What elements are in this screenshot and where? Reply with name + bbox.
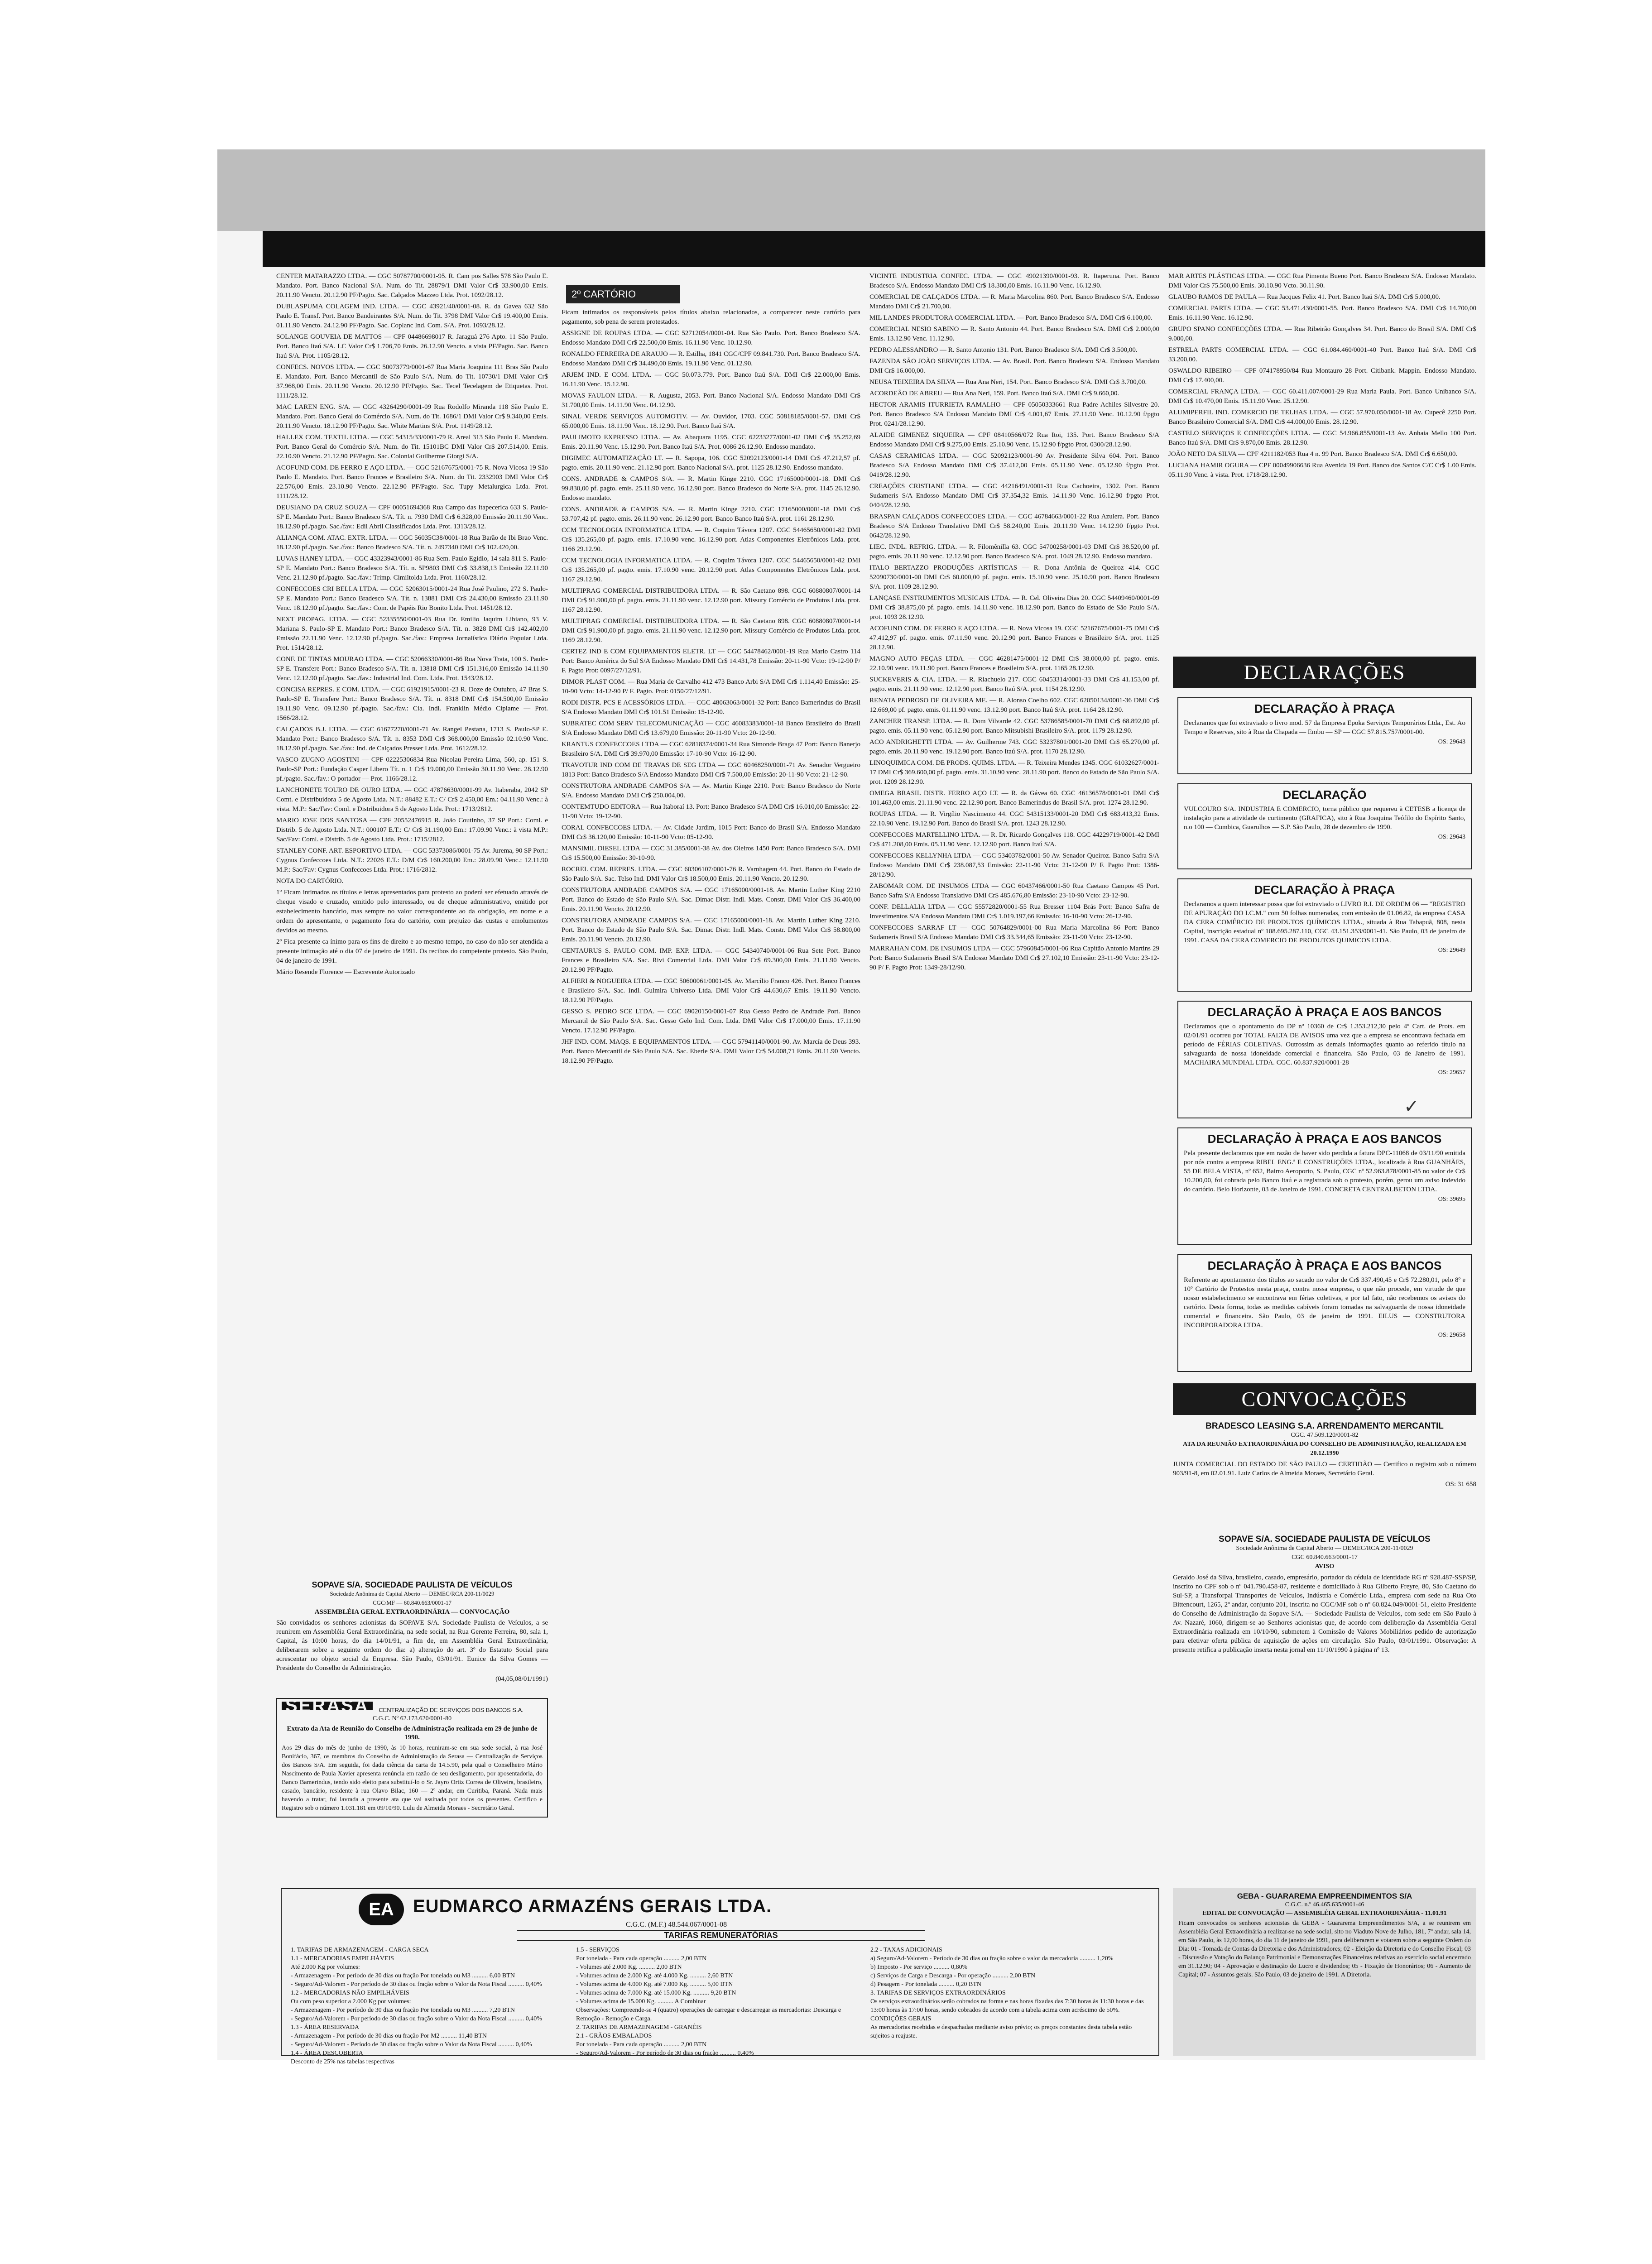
tariff-line: - Seguro/Ad-Valorem - Por período de 30 dias ou fração sobre o Valor da Nota Fiscal .......... 0,40% — [291, 1981, 542, 1988]
protest-entry: LIEC. INDL. REFRIG. LTDA. — R. Filomênilla 63. CGC 54700258/0001-03 DMI Cr$ 38.520,00 pf. pagto. emis. 20.11.90 venc. 12.12.90 port. Banco Bradesco S/A. prot. 1049 28.12.90. Endosso mandato. — [869, 543, 1159, 560]
declaration-body: VULCOURO S/A. INDUSTRIA E COMERCIO, torna público que requereu à CETESB a licença de instalação para a atividade de curtimento (GRAFICA), sito à Rua Joaquina Teófilo do Espírito Santo, n.o 100 — Cumbica, Guarulhos — S.P. São Paulo, 28 de dezembro de 1990. — [1184, 806, 1465, 831]
protest-entry: JHF IND. COM. MAQS. E EQUIPAMENTOS LTDA. — CGC 57941140/0001-90. Av. Marcía de Deus 393. Port. Banco Mercantil de São Paulo S/A. Sac. Eberle S/A. DMI Valor Cr$ 54.008,71 Emis. 20.11.90 Vencto. 18.12.90 PF/Pagto. — [562, 1038, 860, 1065]
protest-entry: LUVAS HANEY LTDA. — CGC 43323943/0001-86 Rua Sem. Paulo Egidio, 14 sala 811 S. Paulo-SP E. Mandato Port.: Banco Bradesco S/A. Tít. n. 5P9803 DMI Cr$ 33.838,13 Emissão 22.11.90 Venc. 21.12.90 pf./pagto. Sac./fav.: Trimp. Cimiltolda Ltda. Prot. 1160/28.12. — [276, 555, 548, 581]
notice-title: BRADESCO LEASING S.A. ARRENDAMENTO MERCANTIL — [1205, 1421, 1444, 1431]
protest-entry: MANSIMIL DIESEL LTDA — CGC 31.385/0001-38 Av. dos Oleiros 1450 Port: Banco Bradesco S/A. DMI Cr$ 15.500,00 Emissão: 30-10-90. — [562, 845, 860, 862]
declaration-box — [1177, 783, 1472, 869]
scan-top-band — [217, 149, 1485, 231]
tariff-line: - Volumes acima de 15.000 Kg. .......... A Combinar — [576, 1998, 706, 2005]
eudmarco-tarifas-title: TARIFAS REMUNERATÓRIAS — [517, 1930, 925, 1941]
tariff-line: Observações: Compreende-se 4 (quatro) operações de carregar e descarregar as mercadorias: Descarga e Remoção - Remoção e Carga. — [576, 2007, 841, 2022]
protest-entry: NOTA DO CARTÓRIO. — [276, 878, 344, 885]
protest-entry: PEDRO ALESSANDRO — R. Santo Antonio 131. Port. Banco Bradesco S/A. DMI Cr$ 3.500,00. — [869, 346, 1138, 354]
protest-entry: CERTEZ IND E COM EQUIPAMENTOS ELETR. LT — CGC 54478462/0001-19 Rua Mario Castro 114 Port: Banco América do Sul S/A Endosso Mandato DMI Cr$ 14.431,78 Emissão: 20-11-90 Vcto: 19-12-90 P/ F. Pagto Prot: 0097/27/12/91. — [562, 648, 860, 674]
protest-entry: CASTELO SERVIÇOS E CONFECÇÕES LTDA. — CGC 54.966.855/0001-13 Av. Anhaia Mello 100 Port. Banco Itaú S/A. DMI Cr$ 9.870,00 Emis. 28.12.90. — [1168, 430, 1476, 446]
declaration-body: Declaramos que o apontamento do DP nº 10360 de Cr$ 1.353.212,30 pelo 4º Cart. de Prots. em 02/01/91 ocorreu por TOTAL FALTA DE AVISOS uma vez que a empresa se encontrava fechada em período de FÉRIAS COLETIVAS. Outrossim as demais informações quanto ao referido título na salvaguarda de nossa idoneidade comercial e financeira. São Paulo, 03 de Janeiro de 1991. MACHAIRA MUNDIAL LTDA. CGC. 60.837.920/0001-28 — [1184, 1023, 1465, 1066]
newspaper-page — [217, 149, 1485, 2065]
protest-entry: DIMOR PLAST COM. — Rua Maria de Carvalho 412 473 Banco Arbi S/A DMI Cr$ 1.114,40 Emissão: 25-10-90 Vcto: 14-12-90 P/ F. Pagto. Prot: 0150/27/12/91. — [562, 678, 860, 695]
tariff-line: c) Serviços de Carga e Descarga - Por operação .......... 2,00 BTN — [870, 1972, 1036, 1979]
notice-os: OS: 31 658 — [1445, 1481, 1476, 1488]
notice-body: JUNTA COMERCIAL DO ESTADO DE SÃO PAULO — CERTIDÃO — Certifico o registro sob o número 903/91-8, em 02.01.91. Luiz Carlos de Almeida Moraes, Secretário Geral. — [1173, 1461, 1476, 1477]
eudmarco-logo: EA — [359, 1894, 404, 1925]
column-4 — [1168, 272, 1476, 679]
sopave-ref: (04,05,08/01/1991) — [495, 1675, 548, 1683]
serasa-body: Aos 29 dias do mês de junho de 1990, às 10 horas, reuniram-se em sua sede social, à rua José Bonifácio, 367, os membros do Conselho de Administração da Serasa — Centralização de Serviços dos Bancos S/A. Em seguida, foi dada ciência da carta de 14.5.90, pela qual o Conselheiro Mário Nascimento de Paula Xavier apresenta renúncia em razão de seu desligamento, por aposentadoria, do Banco Bamerindus, tendo sido eleito para substituí-lo o Sr. Jayro Ortiz Correa de Oliveira, brasileiro, casado, bancário, residente à rua Olavo Bilac, 160 — 2º andar, em Curitiba, Paraná. Nada mais havendo a tratar, foi lavrada a presente ata que vai assinada por todos os presentes. Certifico e Registro sob o número 1.031.181 em 09/10/90. Lulu de Almeida Moraes - Secretário Geral. — [282, 1745, 543, 1812]
eudmarco-advert — [281, 1888, 1159, 2065]
column-3 — [869, 272, 1159, 1562]
protest-entry: CONSTRUTORA ANDRADE CAMPOS S/A — Av. Martin Kinge 2210. Port: Banco Bradesco do Norte S/A. Endosso Mandato DMI Cr$ 250.004,00. — [562, 782, 860, 799]
protest-entry: COMERCIAL PARTS LTDA. — CGC 53.471.430/0001-55. Port. Banco Bradesco S/A. DMI Cr$ 14.700,00 Emis. 16.11.90 Venc. 16.12.90. — [1168, 305, 1476, 321]
protest-entry: MOVAS FAULON LTDA. — R. Augusta, 2053. Port. Banco Nacional S/A. Endosso Mandato DMI Cr$ 31.700,00 Emis. 14.11.90 Venc. 04.12.90. — [562, 392, 860, 409]
tariff-line: 1.5 - SERVIÇOS — [576, 1947, 620, 1953]
protest-entry: Ficam intimados os responsáveis pelos títulos abaixo relacionados, a comparecer neste cartório para pagamento, sob pena de serem protestados. — [562, 309, 860, 326]
protest-entry: 2º Fica presente ca ínimo para os fins de direito e ao mesmo tempo, no caso do não ser atendida a presente intimação até o dia 07 de janeiro de 1991. Os recibos do competente protesto. São Paulo, 04 de janeiro de 1991. — [276, 938, 548, 964]
declaration-box — [1177, 697, 1472, 774]
declaration-os: OS: 29657 — [1438, 1069, 1465, 1076]
tariff-line: d) Pesagem - Por tonelada .......... 0,20 BTN — [870, 1981, 981, 1988]
protest-entry: OMEGA BRASIL DISTR. FERRO AÇO LT. — R. da Gávea 60. CGC 46136578/0001-01 DMI Cr$ 101.463,00 emis. 21.11.90 venc. 22.12.90 port. Banco Bamerindus do Brasil S/A. prot. 1274 28.12.90. — [869, 790, 1159, 806]
protest-entry: MARIO JOSE DOS SANTOSA — CPF 20552476915 R. João Coutinho, 37 SP Port.: Coml. e Distrib. 5 de Agosto Ltda. N.T.: 000107 E.T.: C/ Cr$ 31.190,00 Em.: 17.09.90 Venc.: à vista M.P.: Sac/Fav: Coml. e Distrib. 5 de Agosto Ltda. Prot.: 1715/2812. — [276, 817, 548, 843]
margin-mark: ✓ — [1404, 1096, 1419, 1117]
tariff-line: Desconto de 25% nas tabelas respectivas — [291, 2058, 394, 2065]
protest-entry: CCM TECNOLOGIA INFORMATICA LTDA. — R. Coquim Távora 1207. CGC 54465650/0001-82 DMI Cr$ 135.265,00 pf. pagto. emis. 17.10.90 venc. 20.12.90 port. Atlas Componentes Eletrônicos Ltda. prot. 1167 29.12.90. — [562, 557, 860, 583]
protest-entry: MIL LANDES PRODUTORA COMERCIAL LTDA. — Port. Banco Bradesco S/A. DMI Cr$ 6.100,00. — [869, 314, 1153, 321]
protest-entry: MULTIPRAG COMERCIAL DISTRIBUIDORA LTDA. — R. São Caetano 898. CGC 60880807/0001-14 DMI Cr$ 91.900,00 pf. pagto. emis. 21.11.90 venc. 12.12.90 port. Missury Comércio de Produtos Ltda. prot. 1167 28.12.90. — [562, 587, 860, 614]
protest-entry: NEUSA TEIXEIRA DA SILVA — Rua Ana Neri, 154. Port. Banco Bradesco S/A. DMI Cr$ 3.700,00. — [869, 379, 1147, 386]
protest-entry: TRAVOTUR IND COM DE TRAVAS DE SEG LTDA — CGC 60468250/0001-71 Av. Senador Vergueiro 1813 Port: Banco Bradesco S/A Endosso Mandato DMI Cr$ 7.500,00 Emissão: 20-11-90 Vcto: 21-12-90. — [562, 762, 860, 778]
protest-entry: LUCIANA HAMIR OGURA — CPF 00049906636 Rua Avenida 19 Port. Banco dos Santos C/C Cr$ 1.00 Emis. 05.11.90 Venc. à vista. Prot. 1718/28.12.90. — [1168, 462, 1476, 479]
protest-entry: ALAIDE GIMENEZ SIQUEIRA — CPF 08410566/072 Rua Itoi, 135. Port. Banco Bradesco S/A Endosso Mandato DMI Cr$ 9.275,00 Emis. 25.10.90 Venc. 15.12.90 f/pgto Prot. 0300/28.12.90. — [869, 432, 1159, 448]
column-2 — [562, 308, 860, 1567]
declaration-title: DECLARAÇÃO — [1282, 788, 1367, 801]
tariff-line: a) Seguro/Ad-Valorem - Período de 30 dias ou fração sobre o valor da mercadoria .......... 1,20% — [870, 1955, 1114, 1962]
eudmarco-column-2 — [576, 1946, 857, 2058]
declaration-title: DECLARAÇÃO À PRAÇA — [1254, 883, 1395, 897]
protest-entry: Mário Resende Florence — Escrevente Autorizado — [276, 969, 415, 976]
tariff-line: b) Imposto - Por serviço .......... 0,80% — [870, 1964, 968, 1971]
protest-entry: CONSTRUTORA ANDRADE CAMPOS S/A. — CGC 17165000/0001-18. Av. Martin Luther King 2210 Port. Banco do Estado de São Paulo S/A. Sac. Dimac Distr. Indl. Mats. Constr. DMI Valor Cr$ 36.400,00 Emis. 20.11.90 Vencto. 20.12.90. — [562, 887, 860, 913]
tariff-line: 1. TARIFAS DE ARMAZENAGEM - CARGA SECA — [291, 1947, 429, 1953]
protest-entry: CONFECS. NOVOS LTDA. — CGC 50073779/0001-67 Rua Maria Joaquina 111 Bras São Paulo E. Mandato. Port. Banco Mercantil de São Paulo S/A. Num. do Tit. 10730/1 DMI Valor Cr$ 37.968,00 Emis. 20.11.90 Vencto. 20.12.90 PF/Pagto. Sac. Tecel Tecelagem de Etiquetas. Prot. 1111/28.12. — [276, 364, 548, 399]
protest-entry: CORAL CONFECCOES LTDA. — Av. Cidade Jardim, 1015 Port: Banco do Brasil S/A. Endosso Mandato DMI Cr$ 36.120,00 Emissão: 10-11-90 Vcto: 05-12-90. — [562, 824, 860, 841]
protest-entry: CONFECCOES CRI BELLA LTDA. — CGC 52063015/0001-24 Rua José Paulino, 272 S. Paulo-SP E. Mandato Port.: Banco Bradesco S/A. Tít. n. 13881 DMI Cr$ 24.430,00 Emissão 23.11.90 Venc. 18.12.90 pf./pagto. Sac./fav.: Com. de Papéis Rio Bonito Ltda. Prot. 1451/28.12. — [276, 585, 548, 612]
protest-entry: SOLANGE GOUVEIA DE MATTOS — CPF 04486698017 R. Jaraguá 276 Apto. 11 São Paulo. Port. Banco Itaú S/A. LC Valor Cr$ 1.706,70 Emis. 26.12.90 Vencto. a vista PF/Pagto. Sac. Banco Itaú S/A. Prot. 1105/28.12. — [276, 333, 548, 360]
protest-entry: ZABOMAR COM. DE INSUMOS LTDA — CGC 60437466/0001-50 Rua Caetano Campos 45 Port. Banco Safra S/A Endosso Translativo DMI Cr$ 485.676,80 Emissão: 23-10-90 Vcto: 23-12-90. — [869, 883, 1159, 899]
declaration-title: DECLARAÇÃO À PRAÇA — [1254, 702, 1395, 715]
protest-entry: CONTEMTUDO EDITORA — Rua Itaboraí 13. Port: Banco Bradesco S/A DMI Cr$ 16.010,00 Emissão: 22-11-90 Vcto: 19-12-90. — [562, 803, 860, 820]
eudmarco-column-3 — [870, 1946, 1151, 2040]
protest-entry: CALÇADOS B.J. LTDA. — CGC 61677270/0001-71 Av. Rangel Pestana, 1713 S. Paulo-SP E. Mandato Port.: Banco Bradesco S/A. Tít. n. 8353 DMI Cr$ 368.000,00 Emissão 02.10.90 Venc. 18.12.90 pf./pagto. Sac./fav.: Ind. de Calçados Presser Ltda. Prot. 1612/28.12. — [276, 726, 548, 752]
eudmarco-column-1 — [291, 1946, 562, 2066]
protest-entry: DUBLASPUMA COLAGEM IND. LTDA. — CGC 43921/40/0001-08. R. da Gavea 632 São Paulo E. Transf. Port. Banco Bandeirantes S/A. Num. do Tit. 3798 DMI Valor Cr$ 19.400,00 Emis. 01.11.90 Vencto. 24.12.90 PF/Pagto. Sac. Coplanc Ind. Com. S/A. Prot. 1093/28.12. — [276, 303, 548, 329]
protest-entry: RODI DISTR. PCS E ACESSÓRIOS LTDA. — CGC 48063063/0001-32 Port: Banco Bamerindus do Brasil S/A Endosso Mandato DMI Cr$ 101.51 Emissão: 15-12-90. — [562, 699, 860, 716]
protest-entry: 1º Ficam intimados os títulos e letras apresentados para protesto ao poderá ser efetuado através de cheque visado e cruzado, emitido pelo interessado, ou de cheque administrativo, emitido por estabelecimento bancário, mas sempre no valor correspondente ao da obrigação, em nome e a ordem do apresentante, o pagamento fora do cartório, com prejuízo das custas e emolumentos devidos ao mesmo. — [276, 889, 548, 934]
serasa-heading: Extrato da Ata de Reunião do Conselho de Administração realizada em 29 de junho de 1990. — [287, 1725, 538, 1741]
serasa-cgc: C.G.C. Nº 62.173.620/0001-80 — [372, 1715, 452, 1722]
protest-entry: BRASPAN CALÇADOS CONFECCOES LTDA. — CGC 46784663/0001-22 Rua Azulera. Port. Banco Bradesco S/A Endosso Translativo DMI Cr$ 58.240,00 Emis. 20.11.90 Venc. 14.12.90 f/pgto Prot. 0642/28.12.90. — [869, 513, 1159, 539]
declaration-body: Pela presente declaramos que em razão de haver sido perdida a fatura DPC-11068 de 03/11/90 emitida por nós contra a empresa RIBEL ENG.ª E CONSTRUÇÕES LTDA., localizada à Rua GUANHÃES, 55 DE BELA VISTA, nº 652, Bairro Aeroporto, S. Paulo, CGC nº 52.963.878/0001-85 no valor de Cr$ 10.200,00, foi cobrada pelo Banco Itaú e a registrada sob o protesto, porém, gerou um aviso indevido do cartório. Belo Horizonte, 03 de Janeiro de 1991. CONCRETA CENTRALBETON LTDA. — [1184, 1150, 1465, 1193]
protest-entry: ACORDEÃO DE ABREU — Rua Ana Neri, 159. Port. Banco Itaú S/A. DMI Cr$ 9.660,00. — [869, 390, 1119, 397]
declaration-body: Declaramos a quem interessar possa que foi extraviado o LIVRO R.I. DE ORDEM 06 — "REGISTRO DE APURAÇÃO DO I.C.M." com 50 folhas numeradas, com emissão de 01.06.82, da empresa CASA DA CERA COMÉRCIO DE PRODUTOS QUÍMICOS LTDA., situada à Rua Tabapuã, 808, nesta Capital, inscrição estadual nº 108.695.287.110, CGC 43.151.353/0001-41. São Paulo, 03 de janeiro de 1991. CASA DA CERA COMERCIO DE PRODUTOS QUIMICOS LTDA. — [1184, 901, 1465, 944]
protest-entry: ALIANÇA COM. ATAC. EXTR. LTDA. — CGC 56035C38/0001-18 Rua Barão de Ibi Brao Venc. 18.12.90 pf./pagto. Sac./fav.: Banco Bradesco S/A. Tít. n. 2497340 DMI Cr$ 102.420,00. — [276, 534, 548, 551]
protest-entry: COMERCIAL NESIO SABINO — R. Santo Antonio 44. Port. Banco Bradesco S/A. DMI Cr$ 2.000,00 Emis. 13.12.90 Venc. 11.12.90. — [869, 326, 1159, 342]
declaration-body: Referente ao apontamento dos títulos ao sacado no valor de Cr$ 337.490,45 e Cr$ 72.280,01, pelo 8º e 10º Cartório de Protestos nesta praça, contra nossa empresa, o que não procede, em virtude de que nosso estabelecimento se encontrava em férias coletivas, e por tal fato, não recebemos os avisos do cartório. Desta forma, todas as medidas cabíveis foram tomadas na salvaguarda de nossa idoneidade comercial e financeira. São Paulo, 03 de janeiro de 1991. EILUS — CONSTRUTORA INCORPORADORA LTDA. — [1184, 1276, 1465, 1329]
protest-entry: ZANCHER TRANSP. LTDA. — R. Dom Vilvarde 42. CGC 53786585/0001-70 DMI Cr$ 68.892,00 pf. pagto. emis. 05.11.90 venc. 05.12.90 port. Banco Mitsubishi Brasileiro S/A. prot. 1179 28.12.90. — [869, 718, 1159, 734]
declaration-os: OS: 29643 — [1438, 834, 1465, 840]
protest-entry: CONCISA REPRES. E COM. LTDA. — CGC 61921915/0001-23 R. Doze de Outubro, 47 Bras S. Paulo-SP E. Transfere Port.: Banco Bradesco S/A. Tít. n. 8318 DMI Cr$ 154.500,00 Emissão 19.11.90 Venc. 09.12.90 pf./pagto. Sac./fav.: Cia. Indl. Franklin Médio Cipiame — Prot. 1566/28.12. — [276, 686, 548, 722]
geba-cgc: C.G.C. n.º 46.465.635/0001-46 — [1285, 1901, 1364, 1908]
protest-entry: PAULIMOTO EXPRESSO LTDA. — Av. Abaquara 1195. CGC 62233277/0001-02 DMI Cr$ 55.252,69 Emis. 20.11.90 Venc. 15.12.90. Port. Banco Itaú S/A. Prot. 0086 26.12.90. Endosso mandato. — [562, 434, 860, 451]
protest-entry: DEUSIANO DA CRUZ SOUZA — CPF 00051694368 Rua Campo das Itapecerica 633 S. Paulo-SP E. Mandato Port.: Banco Bradesco S/A. Tít. n. 7930 DMI Cr$ 6.328,00 Emissão 20.11.90 Venc. 18.12.90 pf./pagto. Sac./fav.: Edil Abril Classificados Ltda. Prot. 1313/28.12. — [276, 504, 548, 530]
sopave-cgc: CGC/MF — 60.840.663/0001-17 — [372, 1599, 452, 1606]
protest-entry: MULTIPRAG COMERCIAL DISTRIBUIDORA LTDA. — R. São Caetano 898. CGC 60880807/0001-14 DMI Cr$ 91.900,00 pf. pagto. emis. 21.11.90 venc. 12.12.90 port. Missury Comércio de Produtos Ltda. prot. 1169 28.12.90. — [562, 618, 860, 644]
protest-entry: ARJEM IND. E COM. LTDA. — CGC 50.073.779. Port. Banco Itaú S/A. DMI Cr$ 22.000,00 Emis. 16.11.90 Venc. 15.12.90. — [562, 371, 860, 388]
tariff-line: - Armazenagem - Por período de 30 dias ou fração Por tonelada ou M3 .......... 6,00 BTN — [291, 1972, 515, 1979]
eudmarco-cgc: C.G.C. (M.F.) 48.544.067/0001-08 — [626, 1921, 727, 1928]
sopave-title: SOPAVE S/A. SOCIEDADE PAULISTA DE VEÍCULOS — [312, 1580, 513, 1589]
protest-entry: COMERCIAL DE CALÇADOS LTDA. — R. Maria Marcolina 860. Port. Banco Bradesco S/A. Endosso Mandato DMI Cr$ 21.700,00. — [869, 293, 1159, 310]
notice-body: Geraldo José da Silva, brasileiro, casado, empresário, portador da cédula de identidade RG nº 928.487-SSP/SP, inscrito no CPF sob o nº 041.790.458-87, residente e domiciliado à Rua Gilberto Freyre, 80, São Caetano do Sul-SP, a Transforpal Transportes de Veículos, Indústria e Comércio Ltda., empresa com sede na Rua Oto Bittencourt, 1265, 2º andar, conjunto 201, inscrita no CGC/MF sob o nº 60.824.049/0001-51, eleito Presidente do Conselho de Administração da Sopave S/A. — Sociedade Paulista de Veículos, com sede em São Paulo à Av. Nazaré, 1060, dirigem-se ao Senhores acionistas que, de acordo com deliberação da Assembléia Geral Extraordinária realizada em 10/10/90, submetem à Comissão de Valores Mobiliários pedido de autorização para efetivar oferta pública de aquisição de ações em circulação. São Paulo, 03/01/1991. Observação: A presente retifica a publicação inserta nesta jornal em 11/10/1990 à página nº 13. — [1173, 1574, 1476, 1654]
geba-title: GEBA - GUARAREMA EMPREENDIMENTOS S/A — [1237, 1892, 1412, 1900]
tariff-line: - Armazenagem - Por período de 30 dias ou fração Por M2 .......... 11,40 BTN — [291, 2033, 487, 2039]
tariff-line: - Seguro/Ad-Valorem - Período de 30 dias ou fração sobre o Valor da Nota Fiscal .......... 0,40% — [291, 2041, 532, 2048]
tariff-line: Até 2.000 Kg por volumes: — [291, 1964, 360, 1971]
geba-heading: EDITAL DE CONVOCAÇÃO — ASSEMBLÉIA GERAL EXTRAORDINÁRIA - 11.01.91 — [1202, 1910, 1447, 1917]
tariff-line: - Volumes acima de 7.000 Kg. até 15.000 Kg. .......... 9,20 BTN — [576, 1990, 736, 1996]
protest-entry: ROUPAS LTDA. — R. Virgílio Nascimento 44. CGC 54315133/0001-20 DMI Cr$ 683.413,32 Emis. 22.10.90 Venc. 19.12.90 Port. Banco do Brasil S/A. prot. 1243 28.12.90. — [869, 811, 1159, 827]
protest-entry: ACO ANDRIGHETTI LTDA. — Av. Guilherme 743. CGC 53237801/0001-20 DMI Cr$ 65.270,00 pf. pagto. emis. 20.11.90 venc. 19.12.90 port. Banco Itaú S/A. prot. 1170 28.12.90. — [869, 739, 1159, 755]
protest-entry: GLAUBO RAMOS DE PAULA — Rua Jacques Felix 41. Port. Banco Itaú S/A. DMI Cr$ 5.000,00. — [1168, 293, 1441, 301]
protest-entry: CENTER MATARAZZO LTDA. — CGC 50787700/0001-95. R. Cam pos Salles 578 São Paulo E. Mandato. Port. Banco Nacional S/A. Num. do Tit. 28879/1 DMI Valor Cr$ 33.900,00 Emis. 20.11.90 Vencto. 20.12.90 PF/Pagto. Sac. Calçados Mazzeo Ltda. Prot. 1092/28.12. — [276, 273, 548, 299]
protest-entry: MAR ARTES PLÁSTICAS LTDA. — CGC Rua Pimenta Bueno Port. Banco Bradesco S/A. Endosso Mandato. DMI Valor Cr$ 75.500,00 Emis. 30.10.90 Vcto. 30.11.90. — [1168, 273, 1476, 289]
protest-entry: ASSIGNE DE ROUPAS LTDA. — CGC 52712054/0001-04. Rua São Paulo. Port. Banco Bradesco S/A. Endosso Mandato DMI Cr$ 22.500,00 Emis. 16.11.90 Venc. 10.12.90. — [562, 330, 860, 346]
sopave-heading: ASSEMBLÉIA GERAL EXTRAORDINÁRIA — CONVOCAÇÃO — [314, 1608, 510, 1616]
declaration-title: DECLARAÇÃO À PRAÇA E AOS BANCOS — [1207, 1259, 1442, 1272]
eudmarco-name: EUDMARCO ARMAZÉNS GERAIS LTDA. — [413, 1896, 772, 1916]
protest-entry: COMERCIAL FRANÇA LTDA. — CGC 60.411.007/0001-29 Rua Maria Paula. Port. Banco Unibanco S/A. DMI Cr$ 10.470,00 Emis. 15.11.90 Venc. 25.12.90. — [1168, 388, 1476, 405]
tariff-line: 2. TARIFAS DE ARMAZENAGEM - GRANÉIS — [576, 2024, 702, 2031]
protest-entry: ESTRELA PARTS COMERCIAL LTDA. — CGC 61.084.460/0001-40 Port. Banco Itaú S/A. DMI Cr$ 33.200,00. — [1168, 346, 1476, 363]
declaracoes-header: DECLARAÇÕES — [1173, 657, 1476, 688]
tariff-line: - Volumes acima de 2.000 Kg. até 4.000 Kg. .......... 2,60 BTN — [576, 1972, 733, 1979]
serasa-tagline: CENTRALIZAÇÃO DE SERVIÇOS DOS BANCOS S.A. — [379, 1707, 523, 1714]
protest-entry: ALUMIPERFIL IND. COMERCIO DE TELHAS LTDA. — CGC 57.970.050/0001-18 Av. Cupecê 2250 Port. Banco Brasileiro Comercial S/A. DMI Cr$ 44.000,00 Emis. 28.12.90. — [1168, 409, 1476, 426]
tariff-line: - Armazenagem - Por período de 30 dias ou fração Por tonelada ou M3 .......... 7,20 BTN — [291, 2007, 515, 2014]
declaration-box — [1177, 1254, 1472, 1372]
tariff-line: Os serviços extraordinários serão cobrados na forma e nas horas fixadas das 7:30 horas às 11:30 horas e das 13:00 horas às 17:00 horas, sendo cobrados de acordo com a tabela acima com acréscimo de 50%. — [870, 1998, 1144, 2014]
protest-entry: VICINTE INDUSTRIA CONFEC. LTDA. — CGC 49021390/0001-93. R. Itaperuna. Port. Banco Bradesco S/A. Endosso Mandato DMI Cr$ 18.300,00 Emis. 16.11.90 Venc. 16.12.90. — [869, 273, 1159, 289]
tariff-line: 1.1 - MERCADORIAS EMPILHÁVEIS — [291, 1955, 394, 1962]
bradesco-leasing-notice — [1173, 1422, 1476, 1489]
tariff-line: 2.1 - GRÃOS EMBALADOS — [576, 2033, 652, 2039]
sopave-aviso-notice — [1173, 1535, 1476, 1875]
protest-entry: SINAL VERDE SERVIÇOS AUTOMOTIV. — Av. Ouvidor, 1703. CGC 50818185/0001-57. DMI Cr$ 65.000,00 Emis. 18.11.90 Venc. 18.12.90. Port. Banco Itaú S/A. — [562, 413, 860, 430]
protest-entry: RENATA PEDROSO DE OLIVEIRA ME. — R. Alonso Coelho 602. CGC 62050134/0001-36 DMI Cr$ 12.669,00 pf. pagto. emis. 01.11.90 venc. 13.12.90 port. Banco Itaú S/A. prot. 1164 28.12.90. — [869, 697, 1159, 714]
protest-entry: KRANTUS CONFECCOES LTDA — CGC 62818374/0001-34 Rua Simonde Braga 47 Port: Banco Banerjo Brasileiro S/A. DMI Cr$ 39.970,00 Emissão: 17-10-90 Vcto: 16-12-90. — [562, 741, 860, 758]
protest-entry: LANCHONETE TOURO DE OURO LTDA. — CGC 47876630/0001-99 Av. Itaberaba, 2042 SP Comt. e Distribuidora 5 de Agosto Ltda. N.T.: 88482 E.T.: C/ Cr$ 2.450,00 Em.: 04.11.90 Venc.: à vista. M.P.: Sac/Fav: Coml. e Distribuidora 5 de Agosto Ltda. Prot.: 1713/2812. — [276, 787, 548, 813]
protest-entry: OSWALDO RIBEIRO — CPF 074178950/84 Rua Montauro 28 Port. Citibank. Mappin. Endosso Mandato. DMI Cr$ 17.400,00. — [1168, 367, 1476, 384]
protest-entry: DIGIMEC AUTOMATIZAÇÃO LT. — R. Sapopa, 106. CGC 52092123/0001-14 DMI Cr$ 47.212,57 pf. pagto. emis. 20.11.90 venc. 21.12.90 port. Banco Nacional S/A. prot. 1125 28.12.90. Endosso mandato. — [562, 455, 860, 471]
declaration-title: DECLARAÇÃO À PRAÇA E AOS BANCOS — [1207, 1005, 1442, 1019]
protest-entry: MAC LAREN ENG. S/A. — CGC 43264290/0001-09 Rua Rodolfo Miranda 118 São Paulo E. Mandato. Port. Banco Geral do Comércio S/A. Num. do Tit. 1686/1 DMI Valor Cr$ 9.340,00 Emis. 20.11.90 Vencto. 18.12.90 PF/Pagto. Sac. White Martins S/A. Prot. 1149/28.12. — [276, 403, 548, 430]
declaration-body: Declaramos que foi extraviado o livro mod. 57 da Empresa Epoka Serviços Temporários Ltda., Est. Ao Tempo e Reservas, sito à Rua da Chapada — Embu — SP — CGC 57.815.757/0001-00. — [1184, 719, 1465, 736]
tariff-line: 1.4 - ÁREA DESCOBERTA — [291, 2050, 363, 2057]
notice-heading: AVISO — [1315, 1563, 1335, 1570]
tariff-line: - Seguro/Ad-Valorem - Por período de 30 dias ou fração sobre o Valor da Nota Fiscal .......... 0,40% — [291, 2015, 542, 2022]
protest-entry: SUCKEVERIS & CIA. LTDA. — R. Riachuelo 217. CGC 60453314/0001-33 DMI Cr$ 41.153,00 pf. pagto. emis. 21.11.90 venc. 12.12.90 port. Banco Itaú S/A. prot. 1154 28.12.90. — [869, 676, 1159, 693]
tariff-line: 2.2 - TAXAS ADICIONAIS — [870, 1947, 942, 1953]
tariff-line: 1.3 - ÁREA RESERVADA — [291, 2024, 360, 2031]
protest-entry: CONS. ANDRADE & CAMPOS S/A. — R. Martin Kinge 2210. CGC 17165000/0001-18 DMI Cr$ 53.707,42 pf. pagto. emis. 26.11.90 venc. 26.12.90 port. Banco Banco Itaú S/A. prot. 1161 28.12.90. — [562, 506, 860, 523]
protest-entry: CCM TECNOLOGIA INFORMATICA LTDA. — R. Coquim Távora 1207. CGC 54465650/0001-82 DMI Cr$ 135.265,00 pf. pagto. emis. 17.10.90 venc. 16.12.90 port. Atlas Componentes Eletrônicos Ltda. prot. 1166 29.12.90. — [562, 527, 860, 553]
protest-entry: CREAÇÕES CRISTIANE LTDA. — CGC 44216491/0001-31 Rua Cachoeira, 1302. Port. Banco Sudameris S/A Endosso Mandato DMI Cr$ 37.354,32 Emis. 14.11.90 Venc. 16.12.90 f/pgto Prot. 0404/28.12.90. — [869, 483, 1159, 509]
protest-entry: JOÃO NETO DA SILVA — CPF 4211182/053 Rua 4 n. 99 Port. Banco Bradesco S/A. DMI Cr$ 6.650,00. — [1168, 451, 1458, 458]
protest-entry: HECTOR ARAMIS ITURRIETA RAMALHO — CPF 05050333661 Rua Padre Achiles Silvestre 20. Port. Banco Bradesco S/A Endosso Mandato DMI Cr$ 4.001,67 Emis. 27.11.90 Venc. 10.12.90 f/pgto Prot. 0241/28.12.90. — [869, 401, 1159, 427]
tariff-line: Por tonelada - Para cada operação .......... 2,00 BTN — [576, 1955, 707, 1962]
tariff-line: - Volumes acima de 4.000 Kg. até 7.000 Kg. .......... 5,00 BTN — [576, 1981, 733, 1988]
declaration-os: OS: 39695 — [1438, 1196, 1465, 1203]
declaration-box — [1177, 878, 1472, 992]
column-1 — [276, 272, 548, 1571]
protest-entry: ALFIERI & NOGUEIRA LTDA. — CGC 50600061/0001-05. Av. Marcílio Franco 426. Port. Banco Frances e Brasileiro S/A. Sac. Indl. Gulmira Universo Ltda. DMI Valor Cr$ 44.630,67 Emis. 19.11.90 Vencto. 18.12.90 PF/Pagto. — [562, 978, 860, 1004]
protest-entry: LANÇASE INSTRUMENTOS MUSICAIS LTDA. — R. Cel. Oliveira Dias 20. CGC 54409460/0001-09 DMI Cr$ 38.875,00 pf. pagto. emis. 14.11.90 venc. 18.12.90 port. Banco do Estado de São Paulo S/A. prot. 1093 28.12.90. — [869, 595, 1159, 621]
declaration-box — [1177, 1127, 1472, 1245]
protest-entry: ACOFUND COM. DE FERRO E AÇO LTDA. — R. Nova Vicosa 19. CGC 52167675/0001-75 DMI Cr$ 47.412,97 pf. pagto. emis. 07.11.90 venc. 20.12.90 port. Banco Frances e Brasileiro S/A. prot. 1125 28.12.90. — [869, 625, 1159, 651]
protest-entry: ACOFUND COM. DE FERRO E AÇO LTDA. — CGC 52167675/0001-75 R. Nova Vicosa 19 São Paulo E. Mandato. Port. Banco Frances e Brasileiro S/A. Num. do Tit. 2332903 DMI Valor Cr$ 22.576,00 Emis. 23.10.90 Vencto. 22.12.90 PF/Pagto. Sac. Tupy Metalurgica Ltda. Prot. 1111/28.12. — [276, 464, 548, 500]
tariff-line: 1.2 - MERCADORIAS NÃO EMPILHÁVEIS — [291, 1990, 409, 1996]
serasa-notice — [276, 1698, 548, 1818]
protest-entry: MAGNO AUTO PEÇAS LTDA. — CGC 46281475/0001-12 DMI Cr$ 38.000,00 pf. pagto. emis. 22.10.90 venc. 19.11.90 port. Banco Frances e Brasileiro S/A. prot. 1165 28.12.90. — [869, 655, 1159, 672]
protest-entry: RONALDO FERREIRA DE ARAUJO — R. Estilha, 1841 CGC/CPF 09.841.730. Port. Banco Bradesco S/A. Endosso Mandato DMI Cr$ 34.490,00 Emis. 19.11.90 Venc. 01.12.90. — [562, 350, 860, 367]
tariff-line: - Seguro/Ad-Valorem - Por período de 30 dias ou fração .......... 0,40% — [576, 2050, 754, 2057]
tariff-line: - Volumes até 2.000 Kg. .......... 2,00 BTN — [576, 1964, 682, 1971]
tariff-line: Por tonelada - Para cada operação .......... 2,00 BTN — [576, 2041, 707, 2048]
declaration-os: OS: 29658 — [1438, 1332, 1465, 1338]
protest-entry: GESSO S. PEDRO SCE LTDA. — CGC 69020150/0001-07 Rua Gesso Pedro de Andrade Port. Banco Mercantil de São Paulo S/A. Sac. Gesso Gelo Ind. Com. Ltda. DMI Valor Cr$ 17.000,00 Emis. 17.11.90 Vencto. 17.12.90 PF/Pagto. — [562, 1008, 860, 1034]
protest-entry: FAZENDA SÃO JOÃO SERVIÇOS LTDA. — Av. Brasil. Port. Banco Bradesco S/A. Endosso Mandato DMI Cr$ 16.000,00. — [869, 358, 1159, 374]
protest-entry: CONS. ANDRADE & CAMPOS S/A. — R. Martin Kinge 2210. CGC 17165000/0001-18. DMI Cr$ 99.830,00 pf. pagto. emis. 25.11.90 venc. 16.12.90 port. Banco Bradesco do Norte S/A. prot. 1145 26.12.90. Endosso mandato. — [562, 475, 860, 502]
protest-entry: CONFECCOES MARTELLINO LTDA. — R. Dr. Ricardo Gonçalves 118. CGC 44229719/0001-42 DMI Cr$ 471.208,00 Emis. 05.11.90 Venc. 12.12.90 port. Banco Itaú S/A. — [869, 831, 1159, 848]
protest-entry: HALLEX COM. TEXTIL LTDA. — CGC 54315/33/0001-79 R. Areal 313 São Paulo E. Mandato. Port. Banco Geral do Comércio S/A. Num. do Tit. 15101BC DMI Valor Cr$ 207.514,00. Emis. 22.10.90 Vencto. 21.12.90 PF/Pagto. Sac. Colonial Guilherme Giorgi S/A. — [276, 434, 548, 460]
tariff-line: Ou com peso superior a 2.000 Kg por volumes: — [291, 1998, 411, 2005]
protest-entry: CONFECCOES KELLYNHA LTDA — CGC 53403782/0001-50 Av. Senador Queiroz. Banco Safra S/A Endosso Mandato DMI Cr$ 238.087,53 Emissão: 22-11-90 Vcto: 21-12-90 P/ F. Pagto Prot: 1386-28/12/90. — [869, 852, 1159, 878]
sopave-convocacao — [276, 1580, 548, 1684]
serasa-logo: SERASA — [282, 1702, 373, 1710]
notice-title: SOPAVE S/A. SOCIEDADE PAULISTA DE VEÍCULOS — [1219, 1535, 1431, 1544]
protest-entry: GRUPO SPANO CONFECÇÕES LTDA. — Rua Ribeirão Gonçalves 34. Port. Banco do Brasil S/A. DMI Cr$ 9.000,00. — [1168, 326, 1476, 342]
protest-entry: CASAS CERAMICAS LTDA. — CGC 52092123/0001-90 Av. Presidente Silva 604. Port. Banco Bradesco S/A Endosso Mandato DMI Cr$ 37.412,00 Emis. 05.11.90 Venc. 05.12.90 f/pgto Prot. 0419/28.12.90. — [869, 452, 1159, 479]
protest-entry: NEXT PROPAG. LTDA. — CGC 52335550/0001-03 Rua Dr. Emilio Jaquim Libiano, 93 V. Mariana S. Paulo-SP E. Mandato Port.: Banco Bradesco S/A. Tít. n. 3828 DMI Cr$ 142.402,00 Emissão 22.11.90 Venc. 12.12.90 pf./pagto. Sac./fav.: Empresa Jornalística Diário Popular Ltda. Prot. 1514/28.12. — [276, 616, 548, 652]
notice-cgc: CGC 60.840.663/0001-17 — [1292, 1554, 1358, 1561]
protest-entry: CENTAURUS S. PAULO COM. IMP. EXP. LTDA. — CGC 54340740/0001-06 Rua Sete Port. Banco Frances e Brasileiro S/A. Sac. Rivi Comercial Ltda. DMI Valor Cr$ 69.300,00 Emis. 21.11.90 Vencto. 20.12.90 PF/Pagto. — [562, 947, 860, 974]
protest-entry: VASCO ZUGNO AGOSTINI — CPF 02225306834 Rua Nicolau Pereira Lima, 560, ap. 151 S. Paulo-SP Port.: Fundação Casper Libero Tít. n. 1 Cr$ 19.000,00 Emissão 30.11.90 Venc. 28.12.90 pf./pagto. Sac./fav.: O portador — Prot. 1166/28.12. — [276, 756, 548, 782]
protest-entry: STANLEY CONF. ART. ESPORTIVO LTDA. — CGC 53373086/0001-75 Av. Jurema, 90 SP Port.: Cygnus Confeccoes Ltda. N.T.: 22026 E.T.: D/M Cr$ 160.200,00 Em.: 28.09.90 Venc.: 12.11.90 M.P.: Sac/Fav: Cygnus Confeccoes Ltda. Prot.: 1716/2812. — [276, 847, 548, 873]
cartorio-tab: 2º CARTÓRIO — [566, 285, 680, 303]
geba-body: Ficam convocados os senhores acionistas da GEBA - Guararema Empreendimentos S/A, a se reunirem em Assembléia Geral Extraordinária a realizar-se na sede social, sito no Viaduto Nove de Julho, 181, 7º andar, sala 14, em São Paulo, às 12,00 horas, do dia 11 de janeiro de 1991, para deliberarem e votarem sobre a seguinte Ordem do Dia: 01 - Tomada de Contas da Diretoria e dos Administradores; 02 - Eleição da Diretoria e do Conselho Fiscal; 03 - Discussão e Votação do Balanço Patrimonial e Demonstrações Financeiras relativas ao exercício social encerrado em 31.12.90; 04 - Aprovação e destinação do Lucro e dividendos; 05 - Fixação de Honorários; 06 - Aumento de Capital; 07 - Assuntos gerais. São Paulo, 03 de janeiro de 1991. A Diretoria. — [1178, 1920, 1471, 1978]
sopave-subtitle: Sociedade Anônima de Capital Aberto — DEMEC/RCA 200-11/0029 — [330, 1590, 495, 1597]
declaration-box — [1177, 1001, 1472, 1118]
tariff-line: 3. TARIFAS DE SERVIÇOS EXTRAORDINÁRIOS — [870, 1990, 1006, 1996]
tariff-line: CONDIÇÕES GERAIS — [870, 2015, 932, 2022]
protest-entry: CONF. DE TINTAS MOURAO LTDA. — CGC 52066330/0001-86 Rua Nova Trata, 100 S. Paulo-SP E. Transfere Port.: Banco Bradesco S/A. Tít. n. 13818 DMI Cr$ 151.316,00 Emissão 14.11.90 Venc. 12.12.90 pf./pagto. Sac./fav.: Industrial Ind. Com. Ltda. Prot. 1543/28.12. — [276, 656, 548, 682]
protest-entry: ROCREL COM. REPRES. LTDA. — CGC 60306107/0001-76 R. Varnhagem 44. Port. Banco do Estado de São Paulo S/A. Sac. Telso Ind. DMI Valor Cr$ 18.500,00 Emis. 20.11.90 Vencto. 20.12.90. — [562, 866, 860, 883]
protest-entry: CONF. DELLALIA LTDA — CGC 55572820/0001-55 Rua Bresser 1104 Brás Port: Banco Safra de Investimentos S/A Endosso Mandato DMI Cr$ 1.019.197,66 Emissão: 16-10-90 Vcto: 26-12-90. — [869, 903, 1159, 920]
protest-entry: ITALO BERTAZZO PRODUÇÕES ARTÍSTICAS — R. Dona Antônia de Queiroz 414. CGC 52090730/0001-00 DMI Cr$ 60.000,00 pf. pagto. emis. 15.10.90 venc. 25.10.90 port. Banco Bradesco S/A. prot. 1109 28.12.90. — [869, 564, 1159, 590]
protest-entry: CONFECCOES SARRAF LT — CGC 50764829/0001-00 Rua Maria Marcolina 86 Port: Banco Sudameris Brasil S/A Endosso Mandato DMI Cr$ 33.344,65 Emissão: 23-11-90 Vcto: 23-12-90. — [869, 924, 1159, 941]
notice-subtitle: Sociedade Anônima de Capital Aberto — DEMEC/RCA 200-11/0029 — [1236, 1545, 1413, 1552]
notice-cgc: CGC. 47.509.120/0001-82 — [1291, 1432, 1359, 1439]
notice-heading: ATA DA REUNIÃO EXTRAORDINÁRIA DO CONSELHO DE ADMINISTRAÇÃO, REALIZADA EM 20.12.1990 — [1183, 1441, 1466, 1457]
protest-entry: SUBRATEC COM SERV TELECOMUNICAÇÃO — CGC 46083383/0001-18 Banco Brasileiro do Brasil S/A Endosso Mandato DMI Cr$ 13.679,00 Emissão: 20-11-90 Vcto: 20-12-90. — [562, 720, 860, 737]
convocacoes-header: CONVOCAÇÕES — [1173, 1383, 1476, 1415]
geba-notice — [1173, 1888, 1476, 2056]
tariff-line: As mercadorias recebidas e despachadas mediante aviso prévio; os preços constantes desta tabela estão sujeitos a reajuste. — [870, 2024, 1132, 2039]
declaration-os: OS: 29643 — [1438, 739, 1465, 745]
declaration-title: DECLARAÇÃO À PRAÇA E AOS BANCOS — [1207, 1132, 1442, 1146]
declaration-os: OS: 29649 — [1438, 947, 1465, 954]
protest-entry: LINOQUIMICA COM. DE PRODS. QUIMS. LTDA. — R. Teixeira Mendes 1345. CGC 61032627/0001-17 DMI Cr$ 369.600,00 pf. pagto. emis. 31.10.90 venc. 28.11.90 port. Banco do Estado de São Paulo S/A. prot. 1209 28.12.90. — [869, 759, 1159, 786]
protest-entry: CONSTRUTORA ANDRADE CAMPOS S/A. — CGC 17165000/0001-18. Av. Martin Luther King 2210. Port. Banco do Estado de São Paulo S/A. Sac. Dimac Distr. Indl. Mats. Constr. DMI Valor Cr$ 58.800,00 Emis. 20.11.90 Vencto. 20.12.90. — [562, 917, 860, 943]
sopave-body: São convidados os senhores acionistas da SOPAVE S/A. Sociedade Paulista de Veículos, a se reunirem em Assembléia Geral Extraordinária, na sede social, na Rua Gerente Ferreira, 80, sala 1, Capital, às 10:00 horas, do dia 14/01/91, a fim de, em Assembléia Geral Extraordinária, deliberarem sobre a seguinte ordem do dia: a) alteração do art. 3º do Estatuto Social para acrescentar no objeto social da Empresa. São Paulo, 03/01/91. Eunice da Silva Gomes — Presidente do Conselho de Administração. — [276, 1619, 548, 1672]
header-bar — [263, 231, 1485, 267]
protest-entry: MARRAHAN COM. DE INSUMOS LTDA — CGC 57960845/0001-06 Rua Capitão Antonio Martins 29 Port: Banco Sudameris Brasil S/A Endosso Mandato DMI Cr$ 27.102,10 Emissão: 23-11-90 Vcto: 23-12-90 P/ F. Pagto Prot: 1349-28/12/90. — [869, 945, 1159, 971]
